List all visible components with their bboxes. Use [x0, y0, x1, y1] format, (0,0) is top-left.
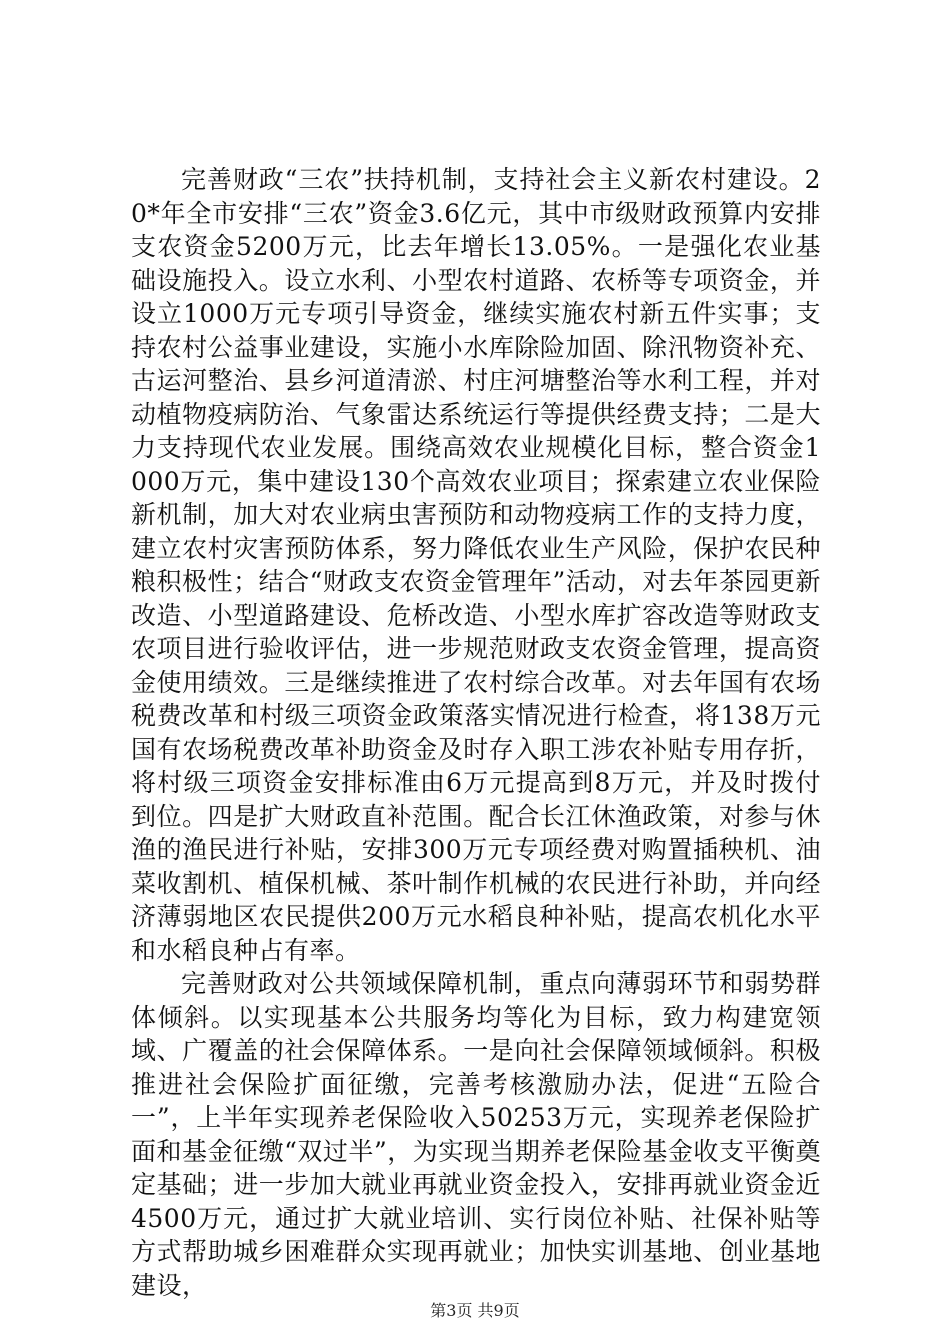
document-body	[131, 163, 821, 1302]
page-number-footer: 第3页 共9页	[430, 1301, 520, 1320]
paragraph-sannong-support: 完善财政“三农”扶持机制，支持社会主义新农村建设。20*年全市安排“三农”资金3.6亿元，其中市级财政预算内安排支农资金5200万元，比去年增长13.05%。一是强化农业基础设施投入。设立水利、小型农村道路、农桥等专项资金，并设立1000万元专项引导资金，继续实施农村新五件实事；支持农村公益事业建设，实施小水库除险加固、除汛物资补充、古运河整治、县乡河道清淤、村庄河塘整治等水利工程，并对动植物疫病防治、气象雷达系统运行等提供经费支持；二是大力支持现代农业发展。围绕高效农业规模化目标，整合资金1000万元，集中建设130个高效农业项目；探索建立农业保险新机制，加大对农业病虫害预防和动物疫病工作的支持力度，建立农村灾害预防体系，努力降低农业生产风险，保护农民种粮积极性；结合“财政支农资金管理年”活动，对去年茶园更新改造、小型道路建设、危桥改造、小型水库扩容改造等财政支农项目进行验收评估，进一步规范财政支农资金管理，提高资金使用绩效。三是继续推进了农村综合改革。对去年国有农场税费改革和村级三项资金政策落实情况进行检查，将138万元国有农场税费改革补助资金及时存入职工涉农补贴专用存折，将村级三项资金安排标准由6万元提高到8万元，并及时拨付到位。四是扩大财政直补范围。配合长江休渔政策，对参与休渔的渔民进行补贴，安排300万元专项经费对购置插秧机、油菜收割机、植保机械、茶叶制作机械的农民进行补助，并向经济薄弱地区农民提供200万元水稻良种补贴，提高农机化水平和水稻良种占有率。	[131, 165, 821, 965]
paragraph-public-security: 完善财政对公共领域保障机制，重点向薄弱环节和弱势群体倾斜。以实现基本公共服务均等化为目标，致力构建宽领域、广覆盖的社会保障体系。一是向社会保障领域倾斜。积极推进社会保险扩面征缴，完善考核激励办法，促进“五险合一”，上半年实现养老保险收入50253万元，实现养老保险扩面和基金征缴“双过半”，为实现当期养老保险基金收支平衡奠定基础；进一步加大就业再就业资金投入，安排再就业资金近4500万元，通过扩大就业培训、实行岗位补贴、社保补贴等方式帮助城乡困难群众实现再就业；加快实训基地、创业基地建设，	[131, 969, 821, 1300]
